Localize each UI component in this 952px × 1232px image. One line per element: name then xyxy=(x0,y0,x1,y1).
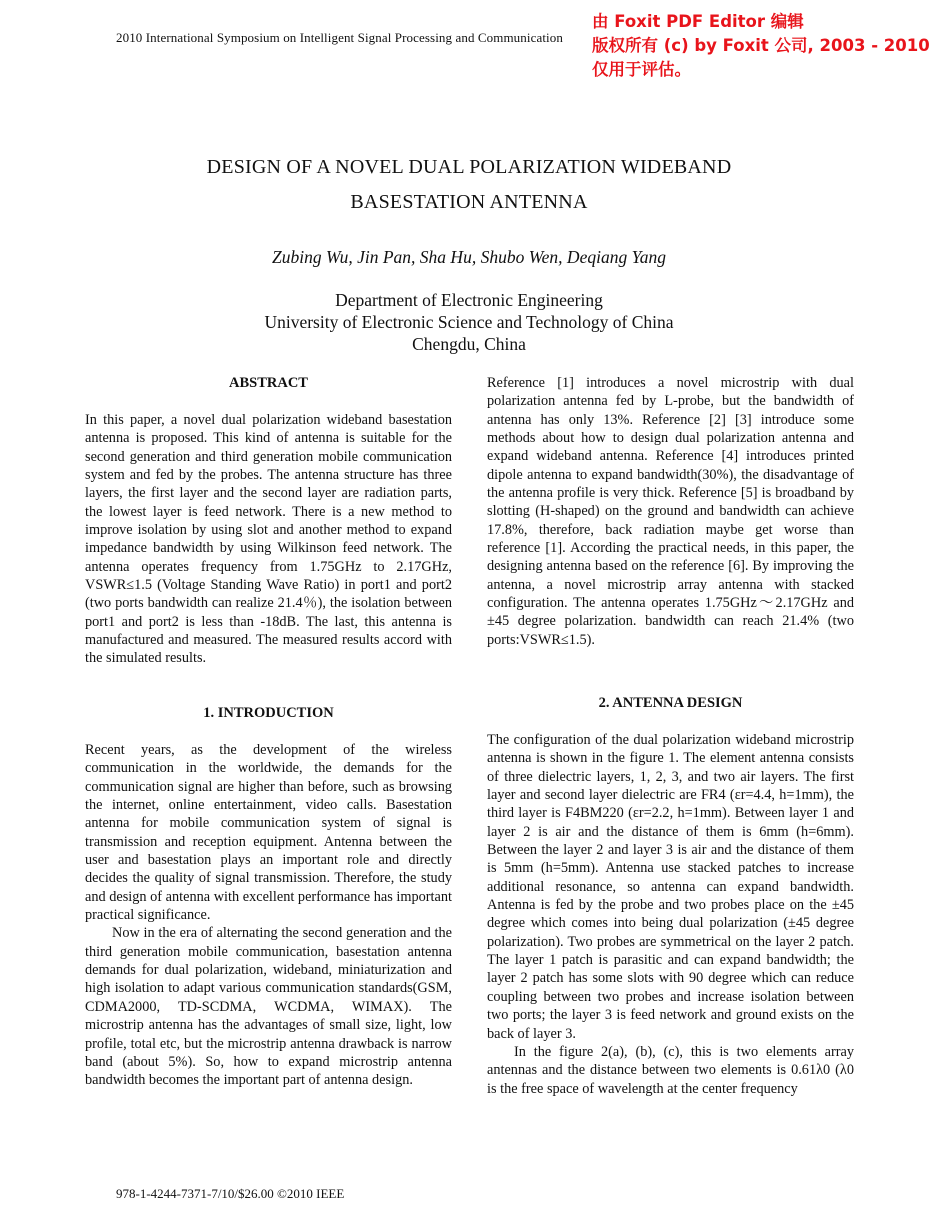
introduction-paragraph-3: Reference [1] introduces a novel microstrip with dual polarization antenna fed by L-probe, but the bandwidth of antenna has only 13%. Reference [2] [3] introduce some methods about how to design dual polarization antenna and expand wideband antenna. Reference [4] introduces printed dipole antenna to expand bandwidth(30%), the disadvantage of the antenna profile is very thick. Reference [5] is broadband by slotting (H-shaped) on the ground and bandwidth can achieve 17.8%, therefore, back radiation maybe get worse than reference [1]. According the practical needs, in this paper, the designing antenna based on the reference [6]. By improving the antenna, a novel microstrip array antenna with stacked configuration. The antenna operates 1.75GHz～2.17GHz and ±45 degree polarization. bandwidth can reach 21.4% (two ports:VSWR≤1.5). xyxy=(487,375,854,648)
antenna-design-body xyxy=(487,731,854,1098)
introduction-body xyxy=(85,741,452,1090)
watermark-line-3: 仅用于评估。 xyxy=(592,60,691,79)
author-list: Zubing Wu, Jin Pan, Sha Hu, Shubo Wen, Deqiang Yang xyxy=(272,247,666,267)
conference-header: 2010 International Symposium on Intelligent Signal Processing and Communication xyxy=(116,30,563,45)
introduction-continued xyxy=(487,374,854,649)
affiliation-university: University of Electronic Science and Technology of China xyxy=(264,312,674,332)
abstract-text: In this paper, a novel dual polarization wideband basestation antenna is proposed. This kind of antenna is suitable for the second generation and third generation mobile communication system and fed by the probes. The antenna structure has three layers, the first layer and the second layer are radiation parts, the lowest layer is feed network. There is a new method to improve isolation by using slot and another method to expand impedance bandwidth by using Wilkinson feed network. The antenna operates frequency from 1.75GHz to 2.17GHz, VSWR≤1.5 (Voltage Standing Wave Ratio) in port1 and port2 (two ports bandwidth can realize 21.4％), the isolation between port1 and port2 is less than -18dB. The last, this antenna is manufactured and measured. The measured results accord with the simulated results. xyxy=(85,412,452,667)
paper-title-line-2: BASESTATION ANTENNA xyxy=(350,191,588,213)
introduction-paragraph-2: Now in the era of alternating the second generation and the third generation mobile communication, basestation antenna demands for dual polarization, wideband, miniaturization and high isolation to adapt various communication standards(GSM, CDMA2000, TD-SCDMA, WCDMA, WIMAX). The microstrip antenna has the advantages of small size, light, low profile, total etc, but the microstrip antenna drawback is narrow band (about 5%). So, how to expand microstrip antenna bandwidth becomes the important part of antenna design. xyxy=(85,925,452,1089)
paper-title-line-1: DESIGN OF A NOVEL DUAL POLARIZATION WIDEBAND xyxy=(206,156,732,178)
foxit-watermark xyxy=(592,10,930,82)
introduction-paragraph-1: Recent years, as the development of the wireless communication in the worldwide, the demands for the communication signal are higher than before, such as browsing the internet, online entertainment, video calls. Basestation antenna for mobile communication system of signal is transmission and reception equipment. Antenna between the user and basestation plays an important role and directly decides the quality of signal transmission. Therefore, the study and design of antenna with excellent performance has important practical significance. xyxy=(85,742,452,924)
antenna-design-paragraph-2: In the figure 2(a), (b), (c), this is two elements array antennas and the distance between two elements is 0.61λ0 (λ0 is the free space of wavelength at the center frequency xyxy=(487,1043,854,1097)
copyright-footer: 978-1-4244-7371-7/10/$26.00 ©2010 IEEE xyxy=(116,1186,345,1201)
affiliation-department: Department of Electronic Engineering xyxy=(335,290,603,310)
antenna-design-paragraph-1: The configuration of the dual polarization wideband microstrip antenna is shown in the figure 1. The element antenna consists of three dielectric layers, 1, 2, 3, and two air layers. The first layer and second layer dielectric are FR4 (εr=4.4, h=1mm), the third layer is F4BM220 (εr=2.2, h=1mm). Between layer 1 and layer 2 is air and the distance of them is 6mm (h=6mm). Between the layer 2 and layer 3 is air and the distance of them is 5mm (h=5mm). Antenna use stacked patches to increase additional resonance, so antenna can expand bandwidth. Antenna is fed by the probe and two probes place on the ±45 degree which comes into being dual polarization (±45 degree polarization). Two probes are symmetrical on the layer 2 patch. The layer 1 patch is parasitic and can expand bandwidth; the layer 2 patch has some slots with 90 degree which can reduce coupling between two probes and increase isolation between two ports; the layer 3 is feed network and ground exists on the back of layer 3. xyxy=(487,732,854,1042)
introduction-heading: 1. INTRODUCTION xyxy=(203,705,334,721)
watermark-line-2: 版权所有 (c) by Foxit 公司, 2003 - 2010 xyxy=(592,36,930,55)
introduction-heading-block xyxy=(85,704,452,722)
affiliation-city: Chengdu, China xyxy=(412,334,526,354)
abstract-heading-block xyxy=(85,374,452,392)
abstract-heading: ABSTRACT xyxy=(229,375,308,391)
abstract-body xyxy=(85,411,452,668)
antenna-design-heading-block xyxy=(487,694,854,712)
watermark-line-1: 由 Foxit PDF Editor 编辑 xyxy=(592,12,804,31)
antenna-design-heading: 2. ANTENNA DESIGN xyxy=(598,695,743,711)
